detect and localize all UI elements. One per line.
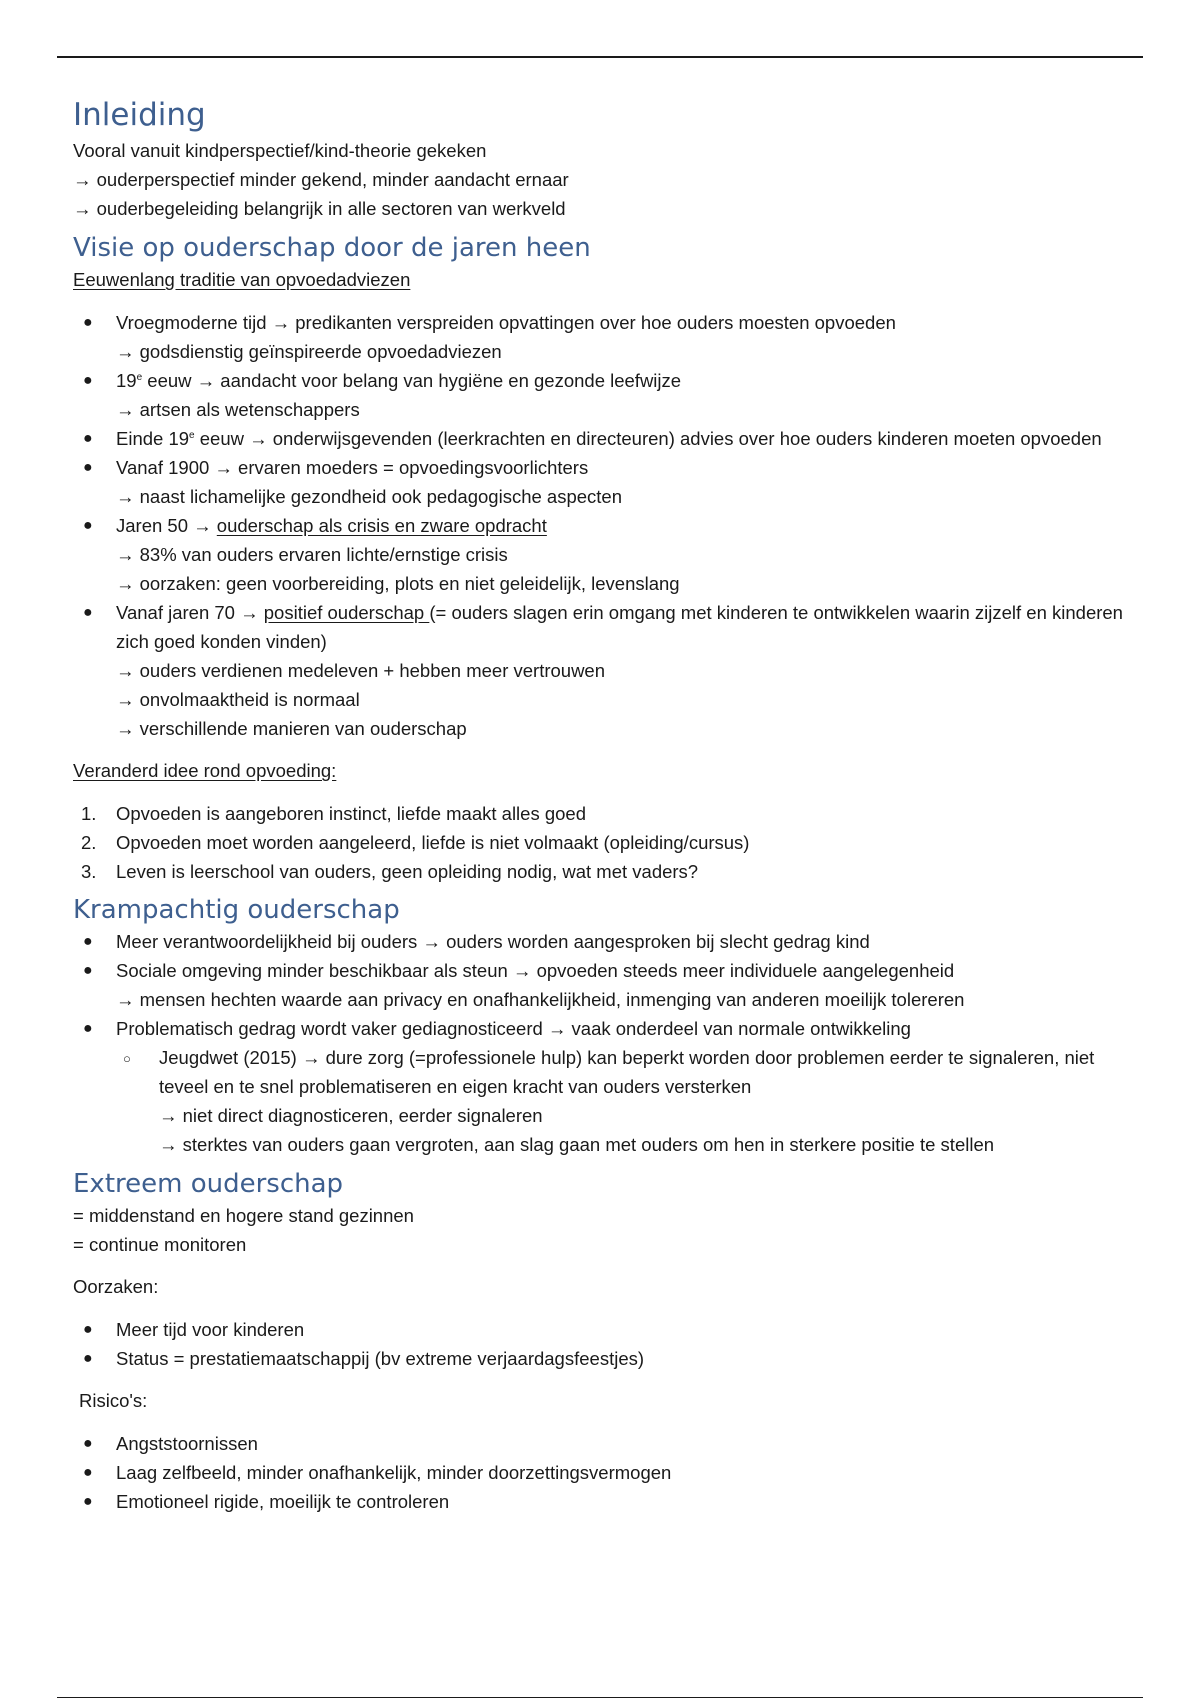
list-number: 2. xyxy=(81,832,97,853)
oorzaken-label: Oorzaken: xyxy=(73,1276,159,1297)
bullet-icon: ● xyxy=(83,1020,93,1037)
heading-extreem: Extreem ouderschap xyxy=(73,1169,344,1199)
arrow-line: → mensen hechten waarde aan privacy en onafhankelijkheid, inmenging van anderen moeilijk tolereren xyxy=(116,989,965,1010)
list-item xyxy=(73,1487,1133,1516)
header-rule xyxy=(57,56,1143,58)
item-text: Vroegmoderne tijd → predikanten verspreiden opvattingen over hoe ouders moesten opvoeden xyxy=(116,312,896,333)
list-item xyxy=(73,857,1133,886)
heading-krampachtig: Krampachtig ouderschap xyxy=(73,895,400,925)
item-text: Problematisch gedrag wordt vaker gediagnosticeerd → vaak onderdeel van normale ontwikkeling xyxy=(116,1018,911,1039)
bullet-icon: ● xyxy=(83,1493,93,1510)
bullet-icon: ● xyxy=(83,604,93,621)
item-text: Jaren 50 → xyxy=(116,515,217,536)
arrow-line: → naast lichamelijke gezondheid ook pedagogische aspecten xyxy=(116,486,623,507)
item-text: Status = prestatiemaatschappij (bv extreme verjaardagsfeestjes) xyxy=(116,1348,645,1369)
kramp-list xyxy=(73,927,1133,1159)
list-item xyxy=(73,453,1133,511)
document-page xyxy=(73,96,1133,1516)
sub-list-item xyxy=(73,1043,1133,1159)
bullet-icon: ● xyxy=(83,1435,93,1452)
bullet-icon: ● xyxy=(83,1350,93,1367)
arrow-line: → niet direct diagnosticeren, eerder signaleren xyxy=(159,1105,543,1126)
item-text-underlined: ouderschap als crisis en zware opdracht xyxy=(216,515,547,536)
list-item xyxy=(73,366,1133,424)
list-item xyxy=(73,1458,1133,1487)
item-text: Meer tijd voor kinderen xyxy=(116,1319,305,1340)
risicos-label: Risico's: xyxy=(79,1390,148,1411)
bullet-icon: ● xyxy=(83,459,93,476)
list-item xyxy=(73,828,1133,857)
heading-inleiding: Inleiding xyxy=(73,97,206,133)
item-text: Sociale omgeving minder beschikbaar als steun → opvoeden steeds meer individuele aangelegenheid xyxy=(116,960,955,981)
arrow-line: → artsen als wetenschappers xyxy=(116,399,360,420)
list-item xyxy=(73,308,1133,366)
heading-visie: Visie op ouderschap door de jaren heen xyxy=(73,233,591,263)
item-text-underlined: positief ouderschap xyxy=(263,602,430,623)
bullet-icon: ● xyxy=(83,1464,93,1481)
list-number: 1. xyxy=(81,803,97,824)
subheading-veranderd: Veranderd idee rond opvoeding: xyxy=(73,760,337,781)
inleiding-line: Vooral vanuit kindperspectief/kind-theorie gekeken xyxy=(73,140,487,161)
list-item xyxy=(73,1429,1133,1458)
bullet-icon: ● xyxy=(83,314,93,331)
arrow-line: → verschillende manieren van ouderschap xyxy=(116,718,467,739)
arrow-line: → sterktes van ouders gaan vergroten, aan slag gaan met ouders om hen in sterkere positie te stellen xyxy=(159,1134,995,1155)
extreem-line: = continue monitoren xyxy=(73,1234,247,1255)
numbered-list xyxy=(73,799,1133,886)
list-item xyxy=(73,511,1133,598)
arrow-line: → onvolmaaktheid is normaal xyxy=(116,689,360,710)
item-text: Meer verantwoordelijkheid bij ouders → ouders worden aangesproken bij slecht gedrag kind xyxy=(116,931,870,952)
bullet-icon: ● xyxy=(83,430,93,447)
item-text: eeuw → onderwijsgevenden (leerkrachten en directeuren) advies over hoe ouders kinderen moeten opvoeden xyxy=(194,428,1102,449)
visie-list xyxy=(73,308,1133,743)
item-text: Vanaf 1900 → ervaren moeders = opvoedingsvoorlichters xyxy=(116,457,589,478)
bullet-icon: ● xyxy=(83,962,93,979)
item-text: (= ouders slagen erin omgang met kinderen te ontwikkelen waarin zijzelf en kinderen zich goed konden vinden) xyxy=(116,602,1123,652)
list-item xyxy=(73,424,1133,453)
item-text: eeuw → aandacht voor belang van hygiëne en gezonde leefwijze xyxy=(142,370,682,391)
item-text: Leven is leerschool van ouders, geen opleiding nodig, wat met vaders? xyxy=(116,861,699,882)
list-item xyxy=(73,1315,1133,1344)
item-text: Einde 19 xyxy=(116,428,190,449)
footer-rule xyxy=(57,1697,1143,1698)
extreem-line: = middenstand en hogere stand gezinnen xyxy=(73,1205,414,1226)
list-item xyxy=(73,799,1133,828)
list-item xyxy=(73,956,1133,1014)
item-text: Vanaf jaren 70 → xyxy=(116,602,264,623)
item-text: Jeugdwet (2015) → dure zorg (=professionele hulp) kan beperkt worden door problemen eerder te signaleren, niet teveel en te snel problematiseren en eigen kracht van ouders versterken xyxy=(159,1047,1095,1097)
list-item xyxy=(73,1014,1133,1043)
inleiding-line: → ouderperspectief minder gekend, minder aandacht ernaar xyxy=(73,169,569,190)
arrow-line: → godsdienstig geïnspireerde opvoedadviezen xyxy=(116,341,502,362)
arrow-line: → oorzaken: geen voorbereiding, plots en niet geleidelijk, levenslang xyxy=(116,573,680,594)
item-text: Emotioneel rigide, moeilijk te controleren xyxy=(116,1491,450,1512)
circle-bullet-icon: ○ xyxy=(123,1051,131,1066)
superscript: e xyxy=(136,371,143,383)
inleiding-line: → ouderbegeleiding belangrijk in alle sectoren van werkveld xyxy=(73,198,566,219)
list-number: 3. xyxy=(81,861,97,882)
bullet-icon: ● xyxy=(83,1321,93,1338)
subheading-traditie: Eeuwenlang traditie van opvoedadviezen xyxy=(73,269,411,290)
risicos-list xyxy=(73,1429,1133,1516)
bullet-icon: ● xyxy=(83,372,93,389)
bullet-icon: ● xyxy=(83,933,93,950)
oorzaken-list xyxy=(73,1315,1133,1373)
arrow-line: → ouders verdienen medeleven + hebben meer vertrouwen xyxy=(116,660,606,681)
list-item xyxy=(73,598,1133,743)
item-text: 19 xyxy=(116,370,137,391)
item-text: Angststoornissen xyxy=(116,1433,258,1454)
item-text: Opvoeden moet worden aangeleerd, liefde is niet volmaakt (opleiding/cursus) xyxy=(116,832,750,853)
item-text: Opvoeden is aangeboren instinct, liefde maakt alles goed xyxy=(116,803,586,824)
superscript: e xyxy=(189,429,195,441)
bullet-icon: ● xyxy=(83,517,93,534)
list-item xyxy=(73,1344,1133,1373)
list-item xyxy=(73,927,1133,956)
arrow-line: → 83% van ouders ervaren lichte/ernstige crisis xyxy=(116,544,508,565)
item-text: Laag zelfbeeld, minder onafhankelijk, minder doorzettingsvermogen xyxy=(116,1462,672,1483)
